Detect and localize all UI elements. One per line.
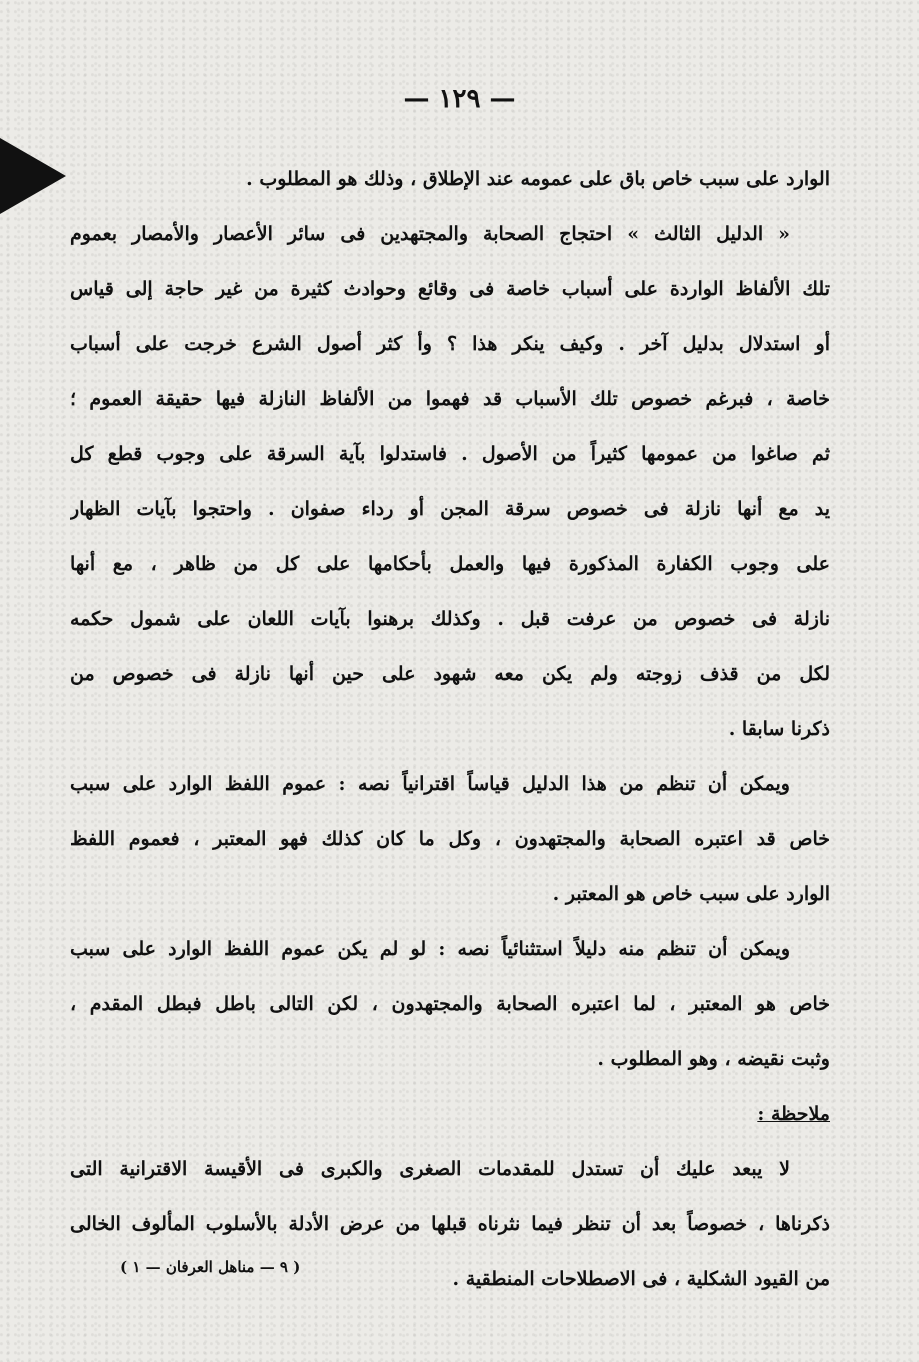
text-line: ذكرناها ، خصوصاً بعد أن تنظر فيما نثرناه قبلها من عرض الأدلة بالأسلوب المألوف الخالى bbox=[70, 1213, 830, 1235]
text-line: يد مع أنها نازلة فى خصوص سرقة المجن أو رداء صفوان . واحتجوا بآيات الظهار bbox=[70, 498, 830, 520]
text-line: الوارد على سبب خاص هو المعتبر . bbox=[552, 883, 830, 905]
page-corner-mark bbox=[0, 138, 66, 214]
page-number: — ١٢٩ — bbox=[403, 84, 516, 114]
text-line: نازلة فى خصوص من عرفت قبل . وكذلك برهنوا بآيات اللعان على شمول حكمه bbox=[70, 608, 830, 630]
text-line: وثبت نقيضه ، وهو المطلوب . bbox=[597, 1048, 830, 1070]
text-line: على وجوب الكفارة المذكورة فيها والعمل بأحكامها على كل من ظاهر ، مع أنها bbox=[70, 553, 830, 575]
text-line: أو استدلال بدليل آخر . وكيف ينكر هذا ؟ وأ كثر أصول الشرع خرجت على أسباب bbox=[70, 333, 830, 355]
text-line: تلك الألفاظ الواردة على أسباب خاصة فى وقائع وحوادث كثيرة من غير حاجة إلى قياس bbox=[70, 278, 830, 300]
text-line: من القيود الشكلية ، فى الاصطلاحات المنطقية . bbox=[452, 1268, 830, 1290]
text-line: خاص هو المعتبر ، لما اعتبره الصحابة والمجتهدون ، لكن التالى باطل فبطل المقدم ، bbox=[70, 993, 830, 1015]
text-line: ويمكن أن تنظم من هذا الدليل قياساً اقترانياً نصه : عموم اللفظ الوارد على سبب bbox=[70, 773, 790, 795]
text-line: لكل من قذف زوجته ولم يكن معه شهود على حين أنها نازلة فى خصوص من bbox=[70, 663, 830, 685]
body-text bbox=[70, 152, 830, 1307]
text-line: ذكرنا سابقا . bbox=[728, 718, 830, 740]
text-line: خاص قد اعتبره الصحابة والمجتهدون ، وكل ما كان كذلك فهو المعتبر ، فعموم اللفظ bbox=[70, 828, 830, 850]
text-line: لا يبعد عليك أن تستدل للمقدمات الصغرى والكبرى فى الأقيسة الاقترانية التى bbox=[70, 1158, 790, 1180]
text-line: ويمكن أن تنظم منه دليلاً استثنائياً نصه : لو لم يكن عموم اللفظ الوارد على سبب bbox=[70, 938, 790, 960]
footer-source-note: ( ٩ — مناهل العرفان — ١ ) bbox=[120, 1258, 301, 1276]
text-line: الوارد على سبب خاص باق على عمومه عند الإطلاق ، وذلك هو المطلوب . bbox=[246, 168, 830, 190]
note-heading: ملاحظة : bbox=[757, 1103, 830, 1125]
text-line: « الدليل الثالث » احتجاج الصحابة والمجتهدين فى سائر الأعصار والأمصار بعموم bbox=[70, 223, 790, 245]
text-line: ثم صاغوا من عمومها كثيراً من الأصول . فاستدلوا بآية السرقة على وجوب قطع كل bbox=[70, 443, 830, 465]
text-line: خاصة ، فبرغم خصوص تلك الأسباب قد فهموا من الألفاظ النازلة فيها حقيقة العموم ؛ bbox=[70, 388, 830, 410]
